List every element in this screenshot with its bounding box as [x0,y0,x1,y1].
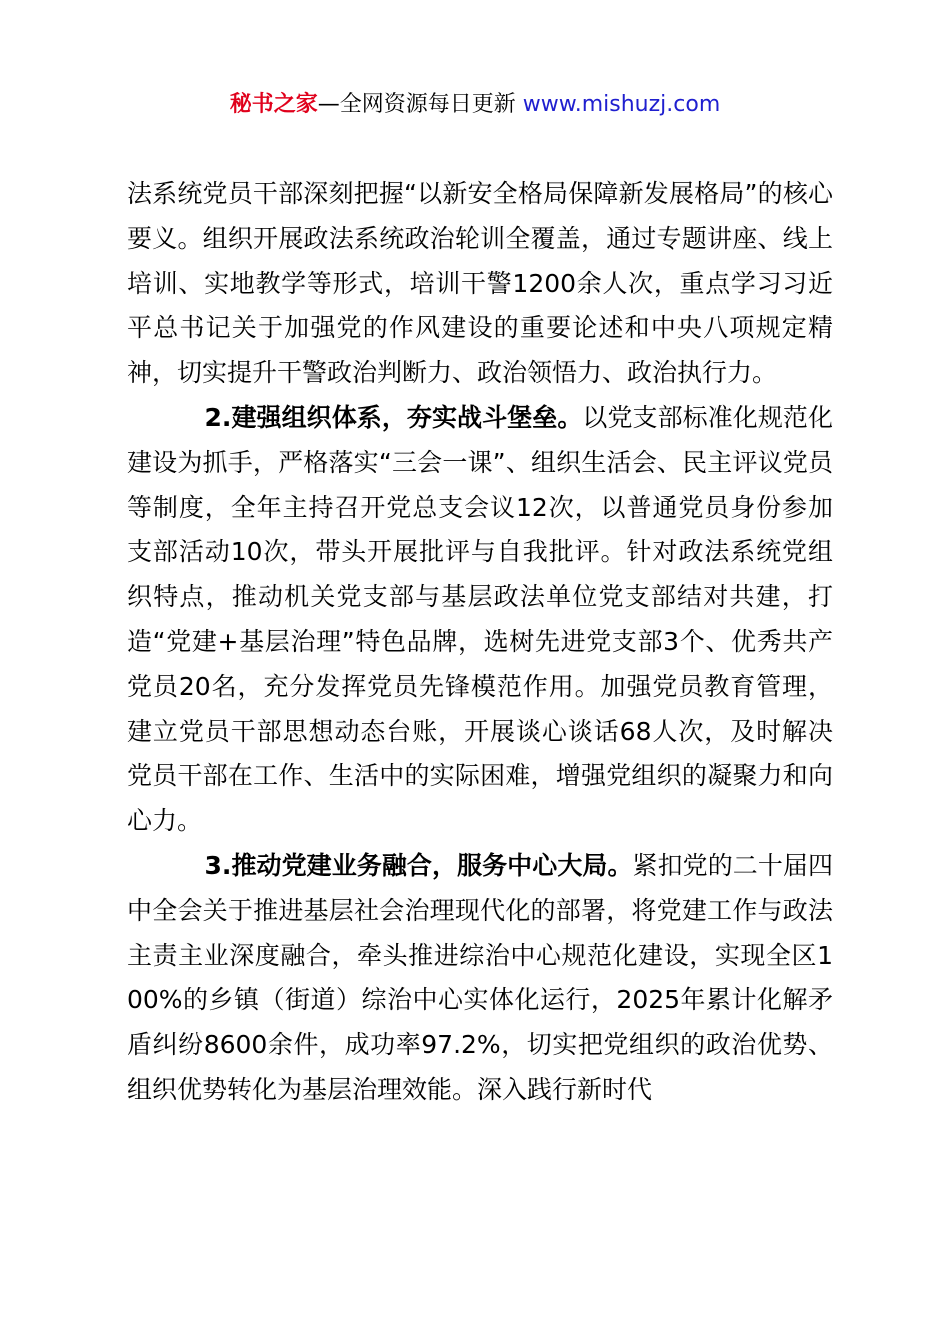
header-tagline: —全网资源每日更新 [317,92,523,117]
site-url-link[interactable]: www.mishuzj.com [522,92,721,117]
paragraph-text: 法系统党员干部深刻把握“以新安全格局保障新发展格局”的核心要义。组织开展政法系统政治轮训全覆盖，通过专题讲座、线上培训、实地教学等形式，培训干警1200余人次，重点学习习近平总书记关于加强党的作风建设的重要论述和中央八项规定精神，切实提升干警政治判断力、政治领悟力、政治执行力。 [127,179,833,388]
paragraph-section-3 [127,844,833,1113]
paragraph-section-2 [127,396,833,844]
section-heading: 2.建强组织体系，夯实战斗堡垒。 [204,402,583,432]
brand-name: 秘书之家 [229,92,318,117]
paragraph-continuation [127,172,833,396]
page-header [0,88,950,122]
paragraph-text: 以党支部标准化规范化建设为抓手，严格落实“三会一课”、组织生活会、民主评议党员等制度，全年主持召开党总支会议12次，以普通党员身份参加支部活动10次，带头开展批评与自我批评。针对政法系统党组织特点，推动机关党支部与基层政法单位党支部结对共建，打造“党建+基层治理”特色品牌，选树先进党支部3个、优秀共产党员20名，充分发挥党员先锋模范作用。加强党员教育管理，建立党员干部思想动态台账，开展谈心谈话68人次，及时解决党员干部在工作、生活中的实际困难，增强党组织的凝聚力和向心力。 [127,402,833,836]
section-heading: 3.推动党建业务融合，服务中心大局。 [204,850,633,880]
document-body [127,172,833,1113]
paragraph-text: 紧扣党的二十届四中全会关于推进基层社会治理现代化的部署，将党建工作与政法主责主业深度融合，牵头推进综治中心规范化建设，实现全区100%的乡镇（街道）综治中心实体化运行，2025年累计化解矛盾纠纷8600余件，成功率97.2%，切实把党组织的政治优势、组织优势转化为基层治理效能。深入践行新时代 [127,850,833,1104]
